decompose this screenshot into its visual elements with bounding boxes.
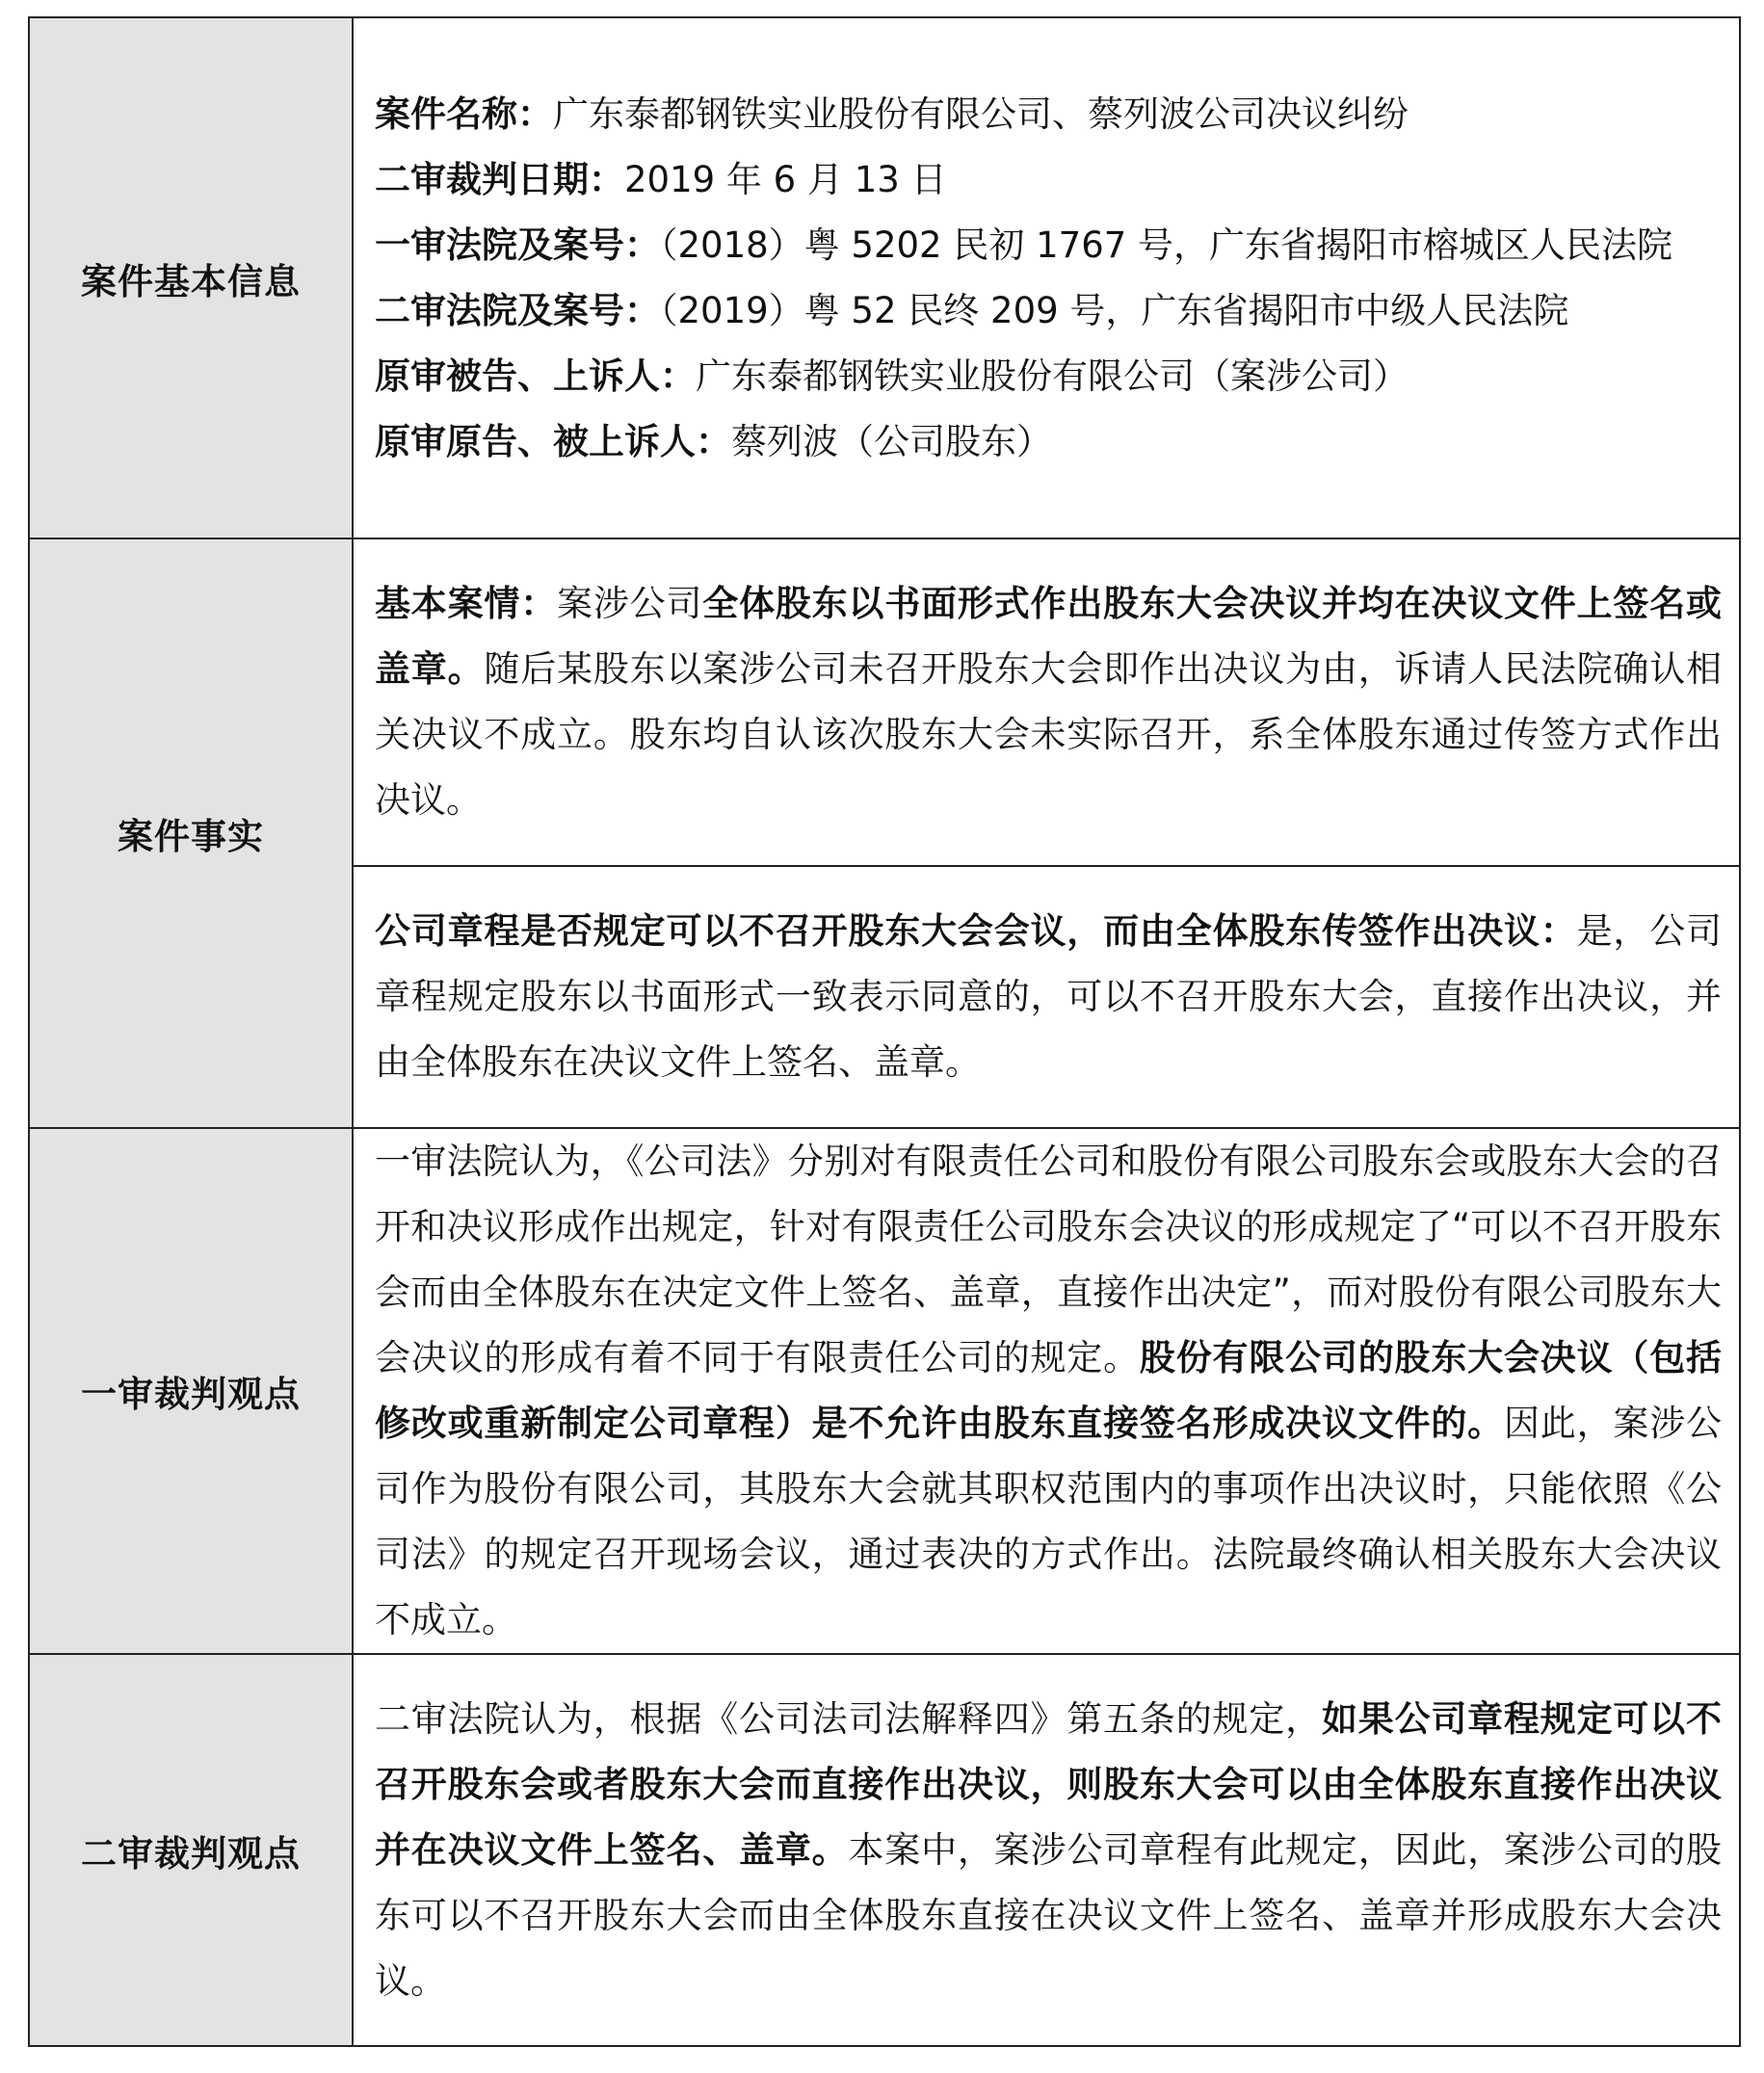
facts-basic-text-a: 案涉公司 — [557, 583, 703, 624]
first-court-value: （2018）粤 5202 民初 1767 号，广东省揭阳市榕城区人民法院 — [660, 223, 1673, 266]
label-basic-info: 案件基本信息 — [29, 17, 353, 538]
defendant-value: 广东泰都钢铁实业股份有限公司（案涉公司） — [696, 354, 1409, 397]
second-court-value: （2019）粤 52 民终 209 号，广东省揭阳市中级人民法院 — [660, 289, 1569, 331]
row-facts-basic — [29, 538, 1740, 866]
case-name-value: 广东泰都钢铁实业股份有限公司、蔡列波公司决议纠纷 — [553, 92, 1409, 135]
case-name-label: 案件名称： — [375, 92, 553, 135]
facts-articles-answer: 是，公司章程规定股东以书面形式一致表示同意的，可以不召开股东大会，直接作出决议，并由全体股东在决议文件上签名、盖章。 — [375, 910, 1723, 1083]
date-label: 二审裁判日期： — [375, 158, 624, 200]
plaintiff-value: 蔡列波（公司股东） — [731, 420, 1052, 462]
facts-basic-bold: 全体股东以书面形式作出股东大会决议并均在决议文件上签名或盖章。 — [375, 583, 1723, 690]
case-name-line — [375, 82, 1722, 147]
row-basic-info — [29, 17, 1740, 538]
case-table — [28, 16, 1741, 2047]
facts-basic-label: 基本案情： — [375, 583, 558, 624]
date-value: 2019 年 6 月 13 日 — [624, 158, 947, 200]
first-instance-text-a: 一审法院认为，《公司法》分别对有限责任公司和股份有限公司股东会或股东大会的召开和决议形成作出规定，针对有限责任公司股东会决议的形成规定了“可以不召开股东会而由全体股东在决定文件上签名、盖章，直接作出决定”，而对股份有限公司股东大会决议的形成有着不同于有限责任公司的规定。 — [375, 1141, 1722, 1378]
second-instance-text-a: 二审法院认为，根据《公司法司法解释四》第五条的规定， — [375, 1697, 1322, 1740]
label-facts: 案件事实 — [29, 538, 353, 1128]
facts-basic-text-b: 随后某股东以案涉公司未召开股东大会即作出决议为由，诉请人民法院确认相关决议不成立。股东均自认该次股东大会未实际召开，系全体股东通过传签方式作出决议。 — [375, 648, 1723, 821]
second-court-label: 二审法院及案号： — [375, 289, 660, 331]
facts-basic-content — [353, 538, 1740, 866]
first-court-label: 一审法院及案号： — [375, 223, 660, 266]
first-instance-text-b: 因此，案涉公司作为股份有限公司，其股东大会就其职权范围内的事项作出决议时，只能依照《公司法》的规定召开现场会议，通过表决的方式作出。法院最终确认相关股东大会决议不成立。 — [375, 1403, 1723, 1640]
label-second-instance: 二审裁判观点 — [29, 1654, 353, 2046]
second-instance-content — [353, 1654, 1740, 2046]
first-instance-content — [353, 1128, 1740, 1654]
facts-articles-content — [353, 866, 1740, 1128]
row-first-instance — [29, 1128, 1740, 1654]
facts-articles-question: 公司章程是否规定可以不召开股东大会会议，而由全体股东传签作出决议： — [375, 910, 1577, 952]
second-court-line — [375, 278, 1722, 344]
second-instance-text-b: 本案中，案涉公司章程有此规定，因此，案涉公司的股东可以不召开股东大会而由全体股东直接在决议文件上签名、盖章并形成股东大会决议。 — [375, 1828, 1723, 2002]
plaintiff-label: 原审原告、被上诉人： — [375, 420, 731, 462]
date-line — [375, 147, 1722, 213]
basic-info-content — [353, 17, 1740, 538]
defendant-label: 原审被告、上诉人： — [375, 354, 696, 397]
plaintiff-line — [375, 409, 1722, 475]
defendant-line — [375, 344, 1722, 409]
row-second-instance — [29, 1654, 1740, 2046]
first-court-line — [375, 213, 1722, 278]
second-instance-bold: 如果公司章程规定可以不召开股东会或者股东大会而直接作出决议，则股东大会可以由全体股东直接作出决议并在决议文件上签名、盖章。 — [375, 1697, 1723, 1871]
first-instance-bold: 股份有限公司的股东大会决议（包括修改或重新制定公司章程）是不允许由股东直接签名形成决议文件的。 — [375, 1337, 1723, 1444]
label-first-instance: 一审裁判观点 — [29, 1128, 353, 1654]
